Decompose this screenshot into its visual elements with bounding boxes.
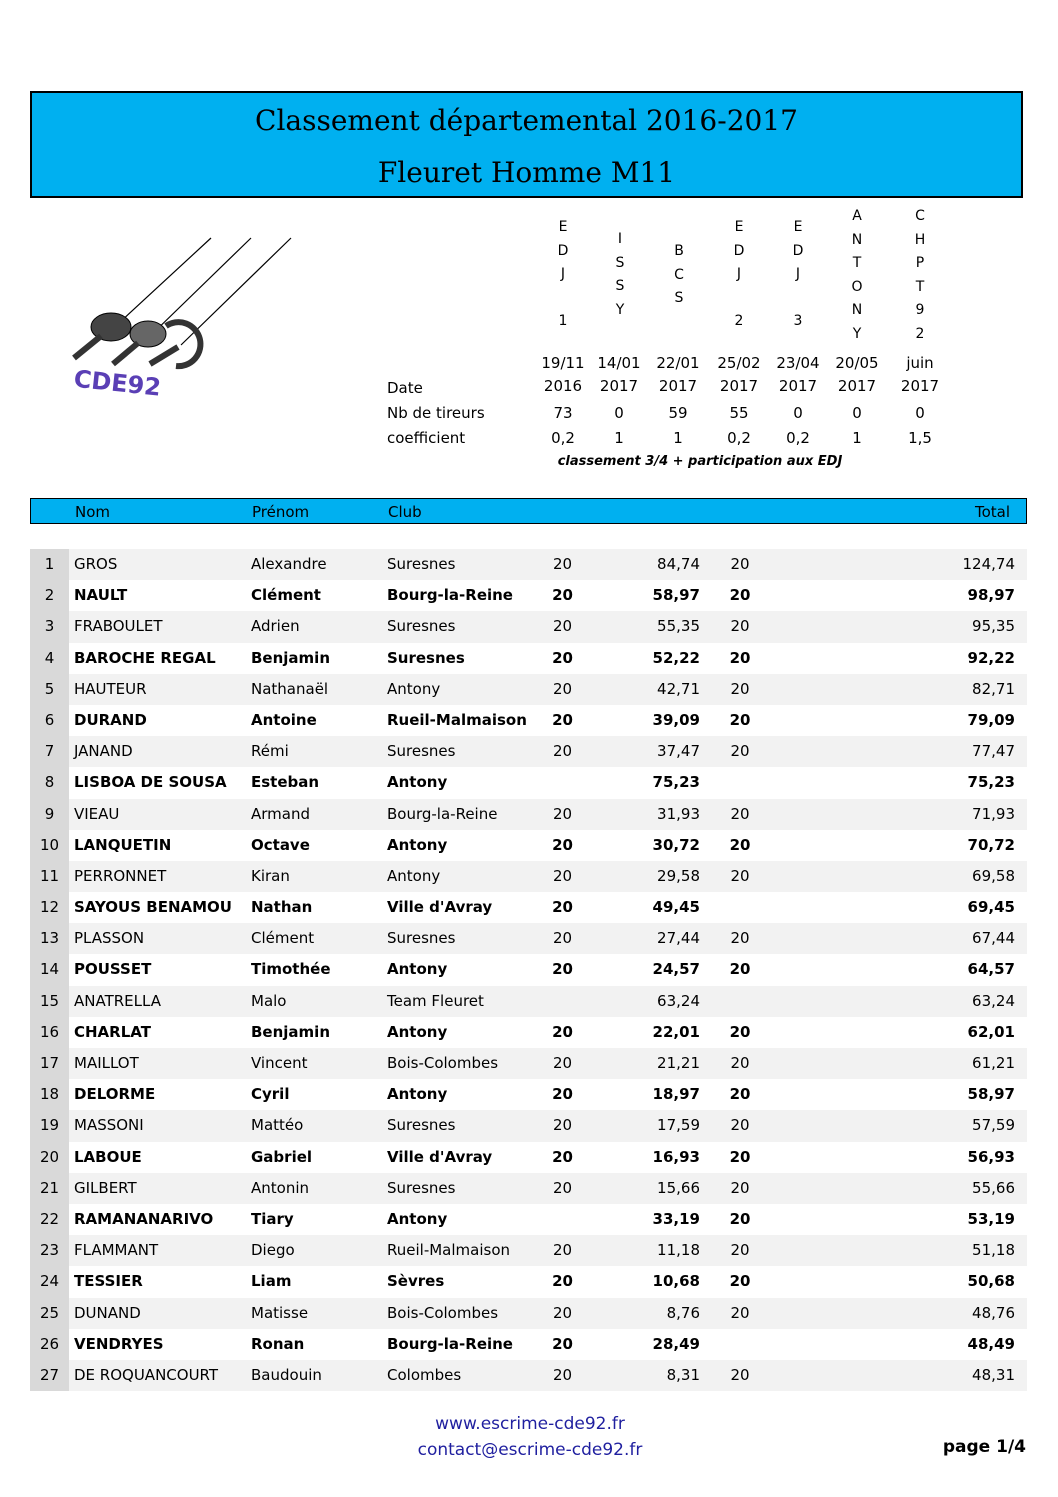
bcs-score-cell: 42,71 <box>657 679 700 698</box>
table-row <box>30 1329 1027 1360</box>
table-row <box>30 799 1027 830</box>
ranking-note: classement 3/4 + participation aux EDJ <box>557 454 843 469</box>
club-cell: Antony <box>387 1022 448 1041</box>
club-cell: Suresnes <box>387 648 465 667</box>
club-cell: Antony <box>387 866 441 885</box>
page-number: page 1/4 <box>942 1437 1026 1457</box>
nom-cell: LABOUE <box>74 1147 142 1166</box>
edj2-score-cell: 20 <box>730 1241 750 1260</box>
club-cell: Suresnes <box>387 1178 456 1197</box>
rank-cell: 5 <box>44 679 55 698</box>
nb-tireurs-5: 0 <box>793 404 803 422</box>
nom-cell: DELORME <box>74 1085 156 1104</box>
edj1-score-cell: 20 <box>552 1022 573 1041</box>
nom-cell: GILBERT <box>74 1178 137 1197</box>
rank-cell: 10 <box>39 835 60 854</box>
edj1-score-cell: 20 <box>552 617 573 636</box>
title-banner <box>30 91 1023 198</box>
edj2-score-cell: 20 <box>730 929 750 948</box>
edj2-score-cell: 20 <box>729 648 751 667</box>
coefficient-3: 1 <box>673 429 683 447</box>
header-prenom: Prénom <box>252 503 310 521</box>
competition-date-4: 25/02 2017 <box>717 354 761 395</box>
edj1-score-cell: 20 <box>552 1085 573 1104</box>
nom-cell: MAILLOT <box>74 1054 139 1072</box>
table-row <box>30 1110 1027 1141</box>
nom-cell: SAYOUS BENAMOU <box>74 898 232 917</box>
club-cell: Colombes <box>387 1365 462 1384</box>
prenom-cell: Cyril <box>251 1085 290 1104</box>
bcs-score-cell: 49,45 <box>652 898 700 917</box>
total-cell: 48,76 <box>972 1303 1015 1322</box>
edj1-score-cell: 20 <box>552 1178 573 1197</box>
table-row <box>30 1048 1027 1079</box>
edj1-score-cell: 20 <box>552 898 573 917</box>
edj1-score-cell: 20 <box>552 1272 573 1291</box>
table-row <box>30 986 1027 1017</box>
rank-cell: 20 <box>39 1147 60 1166</box>
edj2-score-cell: 20 <box>730 804 750 823</box>
total-cell: 62,01 <box>967 1022 1015 1041</box>
competition-name-bcs: B C S <box>674 243 684 306</box>
edj2-score-cell: 20 <box>730 617 750 636</box>
bcs-score-cell: 16,93 <box>652 1147 700 1166</box>
club-cell: Bourg-la-Reine <box>387 1334 513 1353</box>
club-cell: Ville d'Avray <box>387 898 493 917</box>
nom-cell: BAROCHE REGAL <box>74 648 216 667</box>
prenom-cell: Kiran <box>251 866 290 885</box>
competition-name-issy: I S S Y <box>615 231 625 318</box>
bcs-score-cell: 37,47 <box>657 742 700 761</box>
rank-cell: 17 <box>39 1054 60 1072</box>
nom-cell: VENDRYES <box>74 1334 164 1353</box>
rank-cell: 11 <box>39 866 60 885</box>
rank-cell: 9 <box>44 804 55 823</box>
total-cell: 53,19 <box>967 1209 1015 1228</box>
prenom-cell: Baudouin <box>251 1365 322 1384</box>
rank-cell: 18 <box>39 1085 60 1104</box>
rank-cell: 23 <box>39 1241 60 1260</box>
date-label: Date <box>387 379 423 397</box>
bcs-score-cell: 58,97 <box>652 586 700 605</box>
prenom-cell: Clément <box>251 586 321 605</box>
edj2-score-cell: 20 <box>729 586 751 605</box>
club-cell: Antony <box>387 1085 448 1104</box>
edj2-score-cell: 20 <box>729 1022 751 1041</box>
table-row <box>30 1235 1027 1266</box>
nb-tireurs-label: Nb de tireurs <box>387 404 485 422</box>
prenom-cell: Mattéo <box>251 1116 304 1135</box>
edj2-score-cell: 20 <box>730 1116 750 1135</box>
bcs-score-cell: 24,57 <box>652 960 700 979</box>
table-row <box>30 643 1027 674</box>
rank-cell: 2 <box>44 586 55 605</box>
rank-cell: 15 <box>39 991 60 1010</box>
total-cell: 69,58 <box>972 866 1015 885</box>
header-club: Club <box>388 503 422 521</box>
competition-name-edj3: E D J 3 <box>792 219 804 329</box>
total-cell: 55,66 <box>972 1178 1015 1197</box>
table-row <box>30 1142 1027 1173</box>
bcs-score-cell: 39,09 <box>652 710 700 729</box>
nom-cell: RAMANANARIVO <box>74 1209 214 1228</box>
edj2-score-cell: 20 <box>730 742 750 761</box>
rank-cell: 24 <box>39 1272 60 1291</box>
total-cell: 92,22 <box>967 648 1015 667</box>
rank-cell: 22 <box>39 1209 60 1228</box>
edj1-score-cell: 20 <box>552 586 573 605</box>
prenom-cell: Adrien <box>251 617 300 636</box>
nb-tireurs-1: 73 <box>553 404 573 422</box>
rank-cell: 26 <box>39 1334 60 1353</box>
prenom-cell: Rémi <box>251 742 289 761</box>
competition-name-chpt92: C H P T 9 2 <box>914 208 926 342</box>
prenom-cell: Vincent <box>251 1054 308 1072</box>
total-cell: 124,74 <box>962 555 1015 573</box>
edj1-score-cell: 20 <box>552 742 573 761</box>
nom-cell: POUSSET <box>74 960 152 979</box>
nom-cell: PLASSON <box>74 929 145 948</box>
coefficient-2: 1 <box>614 429 624 447</box>
club-cell: Antony <box>387 773 448 792</box>
edj2-score-cell: 20 <box>730 1178 750 1197</box>
table-row <box>30 674 1027 705</box>
competition-name-antony: A N T O N Y <box>851 208 863 342</box>
nom-cell: TESSIER <box>74 1272 143 1291</box>
nb-tireurs-2: 0 <box>614 404 624 422</box>
bcs-score-cell: 52,22 <box>652 648 700 667</box>
edj2-score-cell: 20 <box>729 1085 751 1104</box>
cde92-logo <box>66 230 306 410</box>
logo-text: CDE92 <box>72 364 163 402</box>
edj2-score-cell: 20 <box>730 555 750 573</box>
edj2-score-cell: 20 <box>729 960 751 979</box>
total-cell: 56,93 <box>967 1147 1015 1166</box>
edj1-score-cell: 20 <box>552 1116 573 1135</box>
nom-cell: HAUTEUR <box>74 679 147 698</box>
rank-cell: 6 <box>44 710 55 729</box>
table-row <box>30 861 1027 892</box>
nom-cell: LANQUETIN <box>74 835 172 854</box>
nom-cell: CHARLAT <box>74 1022 151 1041</box>
club-cell: Antony <box>387 1209 448 1228</box>
edj1-score-cell: 20 <box>552 960 573 979</box>
prenom-cell: Benjamin <box>251 1022 330 1041</box>
nb-tireurs-6: 0 <box>852 404 862 422</box>
edj2-score-cell: 20 <box>730 679 750 698</box>
nom-cell: PERRONNET <box>74 866 167 885</box>
nom-cell: DUNAND <box>74 1303 141 1322</box>
table-row <box>30 1360 1027 1391</box>
edj1-score-cell: 20 <box>552 804 573 823</box>
total-cell: 77,47 <box>972 742 1015 761</box>
club-cell: Sèvres <box>387 1272 445 1291</box>
edj2-score-cell: 20 <box>729 1272 751 1291</box>
prenom-cell: Benjamin <box>251 648 330 667</box>
nom-cell: FRABOULET <box>74 617 163 636</box>
rank-cell: 14 <box>39 960 60 979</box>
table-row <box>30 923 1027 954</box>
coefficient-4: 0,2 <box>727 429 751 447</box>
competition-date-1: 19/11 2016 <box>541 354 585 395</box>
bcs-score-cell: 15,66 <box>657 1178 700 1197</box>
prenom-cell: Diego <box>251 1241 295 1260</box>
total-cell: 58,97 <box>967 1085 1015 1104</box>
bcs-score-cell: 8,76 <box>666 1303 700 1322</box>
edj2-score-cell: 20 <box>729 1209 751 1228</box>
rank-cell: 27 <box>39 1365 60 1384</box>
edj1-score-cell: 20 <box>552 555 573 573</box>
edj2-score-cell: 20 <box>730 1303 750 1322</box>
rank-cell: 21 <box>39 1178 60 1197</box>
nb-tireurs-4: 55 <box>729 404 749 422</box>
competition-date-5: 23/04 2017 <box>776 354 820 395</box>
edj1-score-cell: 20 <box>552 1054 573 1072</box>
bcs-score-cell: 17,59 <box>657 1116 700 1135</box>
table-row <box>30 767 1027 798</box>
prenom-cell: Malo <box>251 991 287 1010</box>
competition-name-edj1: E D J 1 <box>557 219 569 329</box>
prenom-cell: Tiary <box>251 1209 294 1228</box>
table-row <box>30 1017 1027 1048</box>
prenom-cell: Clément <box>251 929 315 948</box>
header-total: Total <box>974 503 1010 521</box>
edj1-score-cell: 20 <box>552 1241 573 1260</box>
club-cell: Bourg-la-Reine <box>387 804 498 823</box>
header-nom: Nom <box>75 503 111 521</box>
competition-name-edj2: E D J 2 <box>733 219 745 329</box>
edj1-score-cell: 20 <box>552 679 573 698</box>
prenom-cell: Liam <box>251 1272 292 1291</box>
bcs-score-cell: 18,97 <box>652 1085 700 1104</box>
total-cell: 57,59 <box>972 1116 1015 1135</box>
prenom-cell: Nathan <box>251 898 313 917</box>
total-cell: 63,24 <box>972 991 1015 1010</box>
coefficient-7: 1,5 <box>908 429 932 447</box>
rank-cell: 16 <box>39 1022 60 1041</box>
table-row <box>30 1266 1027 1297</box>
prenom-cell: Gabriel <box>251 1147 313 1166</box>
competition-date-7: juin 2017 <box>900 354 940 395</box>
prenom-cell: Ronan <box>251 1334 305 1353</box>
email-link[interactable]: contact@escrime-cde92.fr <box>417 1440 643 1460</box>
edj1-score-cell: 20 <box>552 866 573 885</box>
competition-date-3: 22/01 2017 <box>656 354 700 395</box>
edj1-score-cell: 20 <box>552 648 573 667</box>
nom-cell: MASSONI <box>74 1116 144 1135</box>
total-cell: 69,45 <box>967 898 1015 917</box>
total-cell: 61,21 <box>972 1054 1015 1072</box>
club-cell: Suresnes <box>387 929 456 948</box>
bcs-score-cell: 63,24 <box>657 991 700 1010</box>
total-cell: 95,35 <box>972 617 1015 636</box>
club-cell: Bois-Colombes <box>387 1054 499 1072</box>
prenom-cell: Alexandre <box>251 555 327 573</box>
total-cell: 64,57 <box>967 960 1015 979</box>
table-row <box>30 830 1027 861</box>
bcs-score-cell: 31,93 <box>657 804 700 823</box>
table-row <box>30 611 1027 642</box>
table-row <box>30 954 1027 985</box>
nom-cell: JANAND <box>74 742 133 761</box>
rank-cell: 7 <box>44 742 55 761</box>
bcs-score-cell: 22,01 <box>652 1022 700 1041</box>
coefficient-5: 0,2 <box>786 429 810 447</box>
table-row <box>30 1079 1027 1110</box>
club-cell: Suresnes <box>387 555 456 573</box>
nom-cell: DURAND <box>74 710 147 729</box>
bcs-score-cell: 10,68 <box>652 1272 700 1291</box>
edj1-score-cell: 20 <box>552 1334 573 1353</box>
total-cell: 75,23 <box>967 773 1015 792</box>
bcs-score-cell: 33,19 <box>652 1209 700 1228</box>
prenom-cell: Matisse <box>251 1303 309 1322</box>
bcs-score-cell: 27,44 <box>657 929 700 948</box>
table-row <box>30 1173 1027 1204</box>
club-cell: Antony <box>387 960 448 979</box>
bcs-score-cell: 29,58 <box>657 866 700 885</box>
table-row <box>30 1204 1027 1235</box>
club-cell: Bourg-la-Reine <box>387 586 513 605</box>
nom-cell: ANATRELLA <box>74 991 161 1010</box>
rank-cell: 25 <box>39 1303 60 1322</box>
total-cell: 79,09 <box>967 710 1015 729</box>
total-cell: 48,31 <box>972 1365 1015 1384</box>
table-row <box>30 736 1027 767</box>
nom-cell: LISBOA DE SOUSA <box>74 773 227 792</box>
bcs-score-cell: 28,49 <box>652 1334 700 1353</box>
nom-cell: GROS <box>74 555 118 573</box>
page-subtitle: Fleuret Homme M11 <box>377 156 676 189</box>
table-row <box>30 892 1027 923</box>
bcs-score-cell: 11,18 <box>657 1241 700 1260</box>
edj2-score-cell: 20 <box>729 710 751 729</box>
rank-cell: 8 <box>44 773 55 792</box>
total-cell: 70,72 <box>967 835 1015 854</box>
club-cell: Antony <box>387 679 441 698</box>
bcs-score-cell: 84,74 <box>657 555 700 573</box>
coefficient-6: 1 <box>852 429 862 447</box>
prenom-cell: Armand <box>251 804 310 823</box>
table-header <box>30 498 1027 524</box>
nb-tireurs-3: 59 <box>668 404 688 422</box>
nb-tireurs-7: 0 <box>915 404 925 422</box>
total-cell: 71,93 <box>972 804 1015 823</box>
club-cell: Bois-Colombes <box>387 1303 499 1322</box>
total-cell: 82,71 <box>972 679 1015 698</box>
bcs-score-cell: 55,35 <box>657 617 700 636</box>
club-cell: Rueil-Malmaison <box>387 710 527 729</box>
rank-cell: 19 <box>39 1116 60 1135</box>
prenom-cell: Antoine <box>251 710 317 729</box>
prenom-cell: Octave <box>251 835 310 854</box>
nom-cell: DE ROQUANCOURT <box>74 1365 219 1384</box>
total-cell: 51,18 <box>972 1241 1015 1260</box>
rank-cell: 13 <box>39 929 60 948</box>
coefficient-label: coefficient <box>387 429 466 447</box>
coefficient-1: 0,2 <box>551 429 575 447</box>
edj2-score-cell: 20 <box>729 835 751 854</box>
table-row <box>30 705 1027 736</box>
website-link[interactable]: www.escrime-cde92.fr <box>435 1414 625 1434</box>
total-cell: 48,49 <box>967 1334 1015 1353</box>
club-cell: Suresnes <box>387 1116 456 1135</box>
edj2-score-cell: 20 <box>729 1147 751 1166</box>
total-cell: 67,44 <box>972 929 1015 948</box>
ranking-table <box>30 549 1027 1391</box>
table-row <box>30 580 1027 611</box>
edj1-score-cell: 20 <box>552 1365 573 1384</box>
rank-cell: 4 <box>44 648 55 667</box>
prenom-cell: Antonin <box>251 1178 310 1197</box>
edj1-score-cell: 20 <box>552 1147 573 1166</box>
total-cell: 50,68 <box>967 1272 1015 1291</box>
edj1-score-cell: 20 <box>552 929 573 948</box>
edj2-score-cell: 20 <box>730 1054 750 1072</box>
table-row <box>30 549 1027 580</box>
edj1-score-cell: 20 <box>552 835 573 854</box>
competition-date-6: 20/05 2017 <box>835 354 879 395</box>
club-cell: Suresnes <box>387 617 456 636</box>
edj2-score-cell: 20 <box>730 1365 750 1384</box>
club-cell: Team Fleuret <box>387 991 484 1010</box>
footer-links <box>380 1411 680 1463</box>
nom-cell: VIEAU <box>74 804 120 823</box>
bcs-score-cell: 30,72 <box>652 835 700 854</box>
rank-cell: 12 <box>39 898 60 917</box>
club-cell: Rueil-Malmaison <box>387 1241 511 1260</box>
nom-cell: NAULT <box>74 586 128 605</box>
club-cell: Antony <box>387 835 448 854</box>
club-cell: Ville d'Avray <box>387 1147 493 1166</box>
bcs-score-cell: 8,31 <box>666 1365 700 1384</box>
competition-date-2: 14/01 2017 <box>597 354 641 395</box>
nom-cell: FLAMMANT <box>74 1241 159 1260</box>
rank-cell: 3 <box>44 617 55 636</box>
edj1-score-cell: 20 <box>552 710 573 729</box>
table-row <box>30 1298 1027 1329</box>
edj2-score-cell: 20 <box>730 866 750 885</box>
prenom-cell: Nathanaël <box>251 679 329 698</box>
club-cell: Suresnes <box>387 742 456 761</box>
prenom-cell: Esteban <box>251 773 320 792</box>
bcs-score-cell: 75,23 <box>652 773 700 792</box>
rank-cell: 1 <box>44 555 55 573</box>
total-cell: 98,97 <box>967 586 1015 605</box>
bcs-score-cell: 21,21 <box>657 1054 700 1072</box>
prenom-cell: Timothée <box>251 960 331 979</box>
edj1-score-cell: 20 <box>552 1303 573 1322</box>
page-title: Classement départemental 2016-2017 <box>255 104 798 137</box>
